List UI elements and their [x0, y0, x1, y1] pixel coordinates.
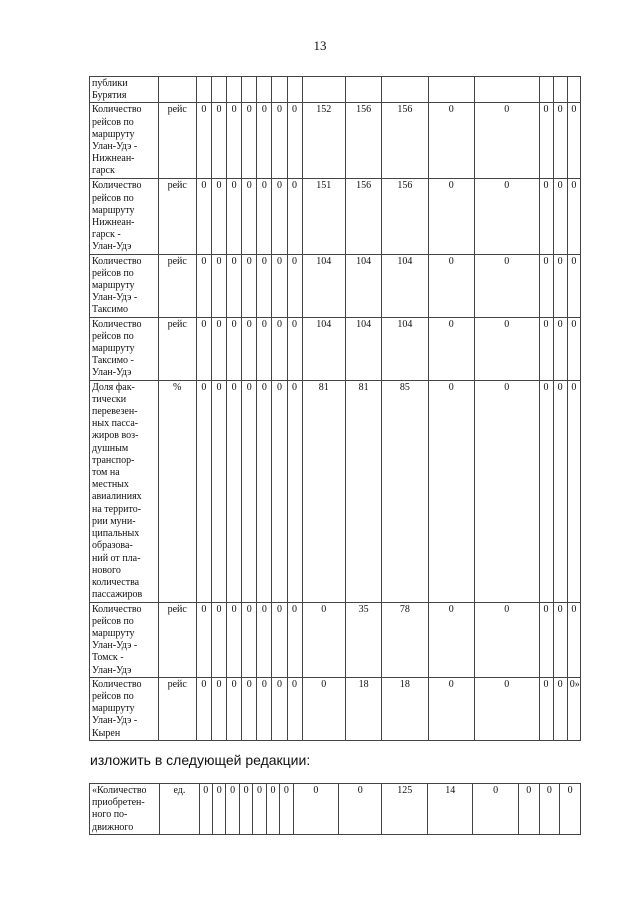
value-cell: 85 [382, 380, 428, 602]
value-cell: 0 [227, 254, 242, 317]
value-cell: 0 [474, 677, 539, 740]
value-cell: 0 [211, 380, 226, 602]
value-cell: 0 [428, 254, 474, 317]
value-cell: 0 [227, 179, 242, 254]
value-cell: 0 [257, 317, 272, 380]
value-cell: 0 [428, 103, 474, 179]
value-cell: 0 [539, 103, 553, 179]
row-label: «Количество приобретен- ного по- движного [90, 784, 160, 835]
table-row [90, 317, 581, 380]
value-cell: 0 [242, 254, 257, 317]
value-cell: 0 [196, 179, 211, 254]
value-cell: 0 [196, 103, 211, 179]
value-cell: 81 [302, 380, 345, 602]
value-cell: 0 [302, 602, 345, 677]
value-cell: 0 [211, 254, 226, 317]
value-cell: 0 [428, 317, 474, 380]
value-cell: 0 [272, 380, 287, 602]
value-cell: 0 [227, 380, 242, 602]
value-cell: 0 [474, 254, 539, 317]
row-label: Количество рейсов по маршруту Таксимо - Улан-Удэ [90, 317, 159, 380]
unit-cell: рейс [158, 103, 196, 179]
indicators-table-old [89, 76, 581, 741]
value-cell: 0 [211, 677, 226, 740]
value-cell: 0 [567, 103, 580, 179]
value-cell: 78 [382, 602, 428, 677]
value-cell: 0 [553, 677, 567, 740]
value-cell: 0 [560, 784, 581, 835]
value-cell: 0 [539, 677, 553, 740]
value-cell: 0 [474, 317, 539, 380]
table-row [90, 179, 581, 254]
row-label: Количество рейсов по маршруту Улан-Удэ - Кырен [90, 677, 159, 740]
value-cell: 0 [287, 254, 302, 317]
value-cell: 156 [345, 103, 381, 179]
value-cell: 0 [227, 677, 242, 740]
value-cell: 35 [345, 602, 381, 677]
value-cell: 104 [302, 254, 345, 317]
value-cell: 0 [242, 602, 257, 677]
value-cell: 0 [539, 179, 553, 254]
table-row [90, 784, 581, 835]
value-cell: 0 [199, 784, 212, 835]
value-cell: 0 [227, 602, 242, 677]
value-cell: 0 [227, 103, 242, 179]
value-cell: 156 [345, 179, 381, 254]
value-cell: 0 [473, 784, 518, 835]
amendment-phrase: изложить в следующей редакции: [90, 752, 311, 768]
value-cell: 14 [427, 784, 472, 835]
value-cell: 0 [302, 677, 345, 740]
value-cell: 0 [242, 380, 257, 602]
value-cell: 0 [553, 602, 567, 677]
value-cell: 0 [474, 380, 539, 602]
value-cell: 0 [196, 317, 211, 380]
value-cell: 0 [428, 677, 474, 740]
table-row [90, 380, 581, 602]
value-cell: 0 [287, 677, 302, 740]
unit-cell: рейс [158, 254, 196, 317]
row-label: Количество рейсов по маршруту Нижнеан- гарск - Улан-Удэ [90, 179, 159, 254]
value-cell: 0 [242, 677, 257, 740]
value-cell: 0 [474, 103, 539, 179]
value-cell: 0 [539, 254, 553, 317]
value-cell: 0 [257, 677, 272, 740]
value-cell: 0 [567, 317, 580, 380]
row-label: Доля фак- тически перевезен- ных пасса- жиров воз- душным транспор- том на местных авиалиниях на террито- рии муни- ципальных образова- ний от пла- нового количества пассажиров [90, 380, 159, 602]
unit-cell: рейс [158, 602, 196, 677]
value-cell: 0 [287, 179, 302, 254]
value-cell: 0 [196, 254, 211, 317]
value-cell: 0 [567, 179, 580, 254]
value-cell: 0 [428, 380, 474, 602]
value-cell: 0 [428, 179, 474, 254]
value-cell: 0 [539, 317, 553, 380]
value-cell: 18 [382, 677, 428, 740]
unit-cell: рейс [158, 179, 196, 254]
value-cell: 0 [553, 380, 567, 602]
value-cell: 0 [196, 677, 211, 740]
unit-cell: ед. [160, 784, 199, 835]
unit-cell: рейс [158, 677, 196, 740]
value-cell: 0 [518, 784, 539, 835]
value-cell: 0 [257, 254, 272, 317]
value-cell: 0 [239, 784, 252, 835]
value-cell: 0 [428, 602, 474, 677]
value-cell: 0 [242, 179, 257, 254]
value-cell: 0 [212, 784, 225, 835]
value-cell: 0 [287, 103, 302, 179]
value-cell: 0 [272, 254, 287, 317]
value-cell: 104 [345, 317, 381, 380]
value-cell: 0 [553, 179, 567, 254]
value-cell: 156 [382, 103, 428, 179]
row-label: Количество рейсов по маршруту Улан-Удэ - Томск - Улан-Удэ [90, 602, 159, 677]
value-cell: 104 [345, 254, 381, 317]
table-row [90, 602, 581, 677]
value-cell: 0 [539, 380, 553, 602]
value-cell: 0 [553, 317, 567, 380]
table-row [90, 77, 581, 103]
value-cell: 0 [257, 179, 272, 254]
page-number: 13 [313, 38, 327, 53]
value-cell: 0 [257, 602, 272, 677]
row-label: Количество рейсов по маршруту Улан-Удэ - Таксимо [90, 254, 159, 317]
value-cell: 0 [211, 317, 226, 380]
value-cell: 152 [302, 103, 345, 179]
value-cell: 0 [539, 784, 560, 835]
value-cell: 0 [280, 784, 293, 835]
value-cell: 0 [539, 602, 553, 677]
value-cell: 125 [382, 784, 427, 835]
value-cell: 104 [382, 254, 428, 317]
unit-cell: рейс [158, 317, 196, 380]
value-cell: 104 [302, 317, 345, 380]
value-cell: 0 [272, 677, 287, 740]
value-cell: 0 [196, 602, 211, 677]
value-cell: 0 [242, 317, 257, 380]
value-cell: 0 [272, 602, 287, 677]
value-cell: 0 [567, 254, 580, 317]
value-cell: 18 [345, 677, 381, 740]
value-cell: 0 [293, 784, 338, 835]
value-cell: 0 [266, 784, 279, 835]
value-cell: 0 [553, 254, 567, 317]
value-cell: 0 [211, 103, 226, 179]
value-cell: 0 [567, 380, 580, 602]
value-cell: 104 [382, 317, 428, 380]
value-cell: 0 [553, 103, 567, 179]
value-cell: 0 [474, 179, 539, 254]
value-cell: 0» [567, 677, 580, 740]
table-row [90, 103, 581, 179]
value-cell: 0 [287, 380, 302, 602]
row-label: публики Бурятия [90, 77, 159, 103]
value-cell: 156 [382, 179, 428, 254]
unit-cell: % [158, 380, 196, 602]
value-cell: 151 [302, 179, 345, 254]
value-cell: 81 [345, 380, 381, 602]
value-cell: 0 [257, 103, 272, 179]
value-cell: 0 [339, 784, 382, 835]
table-row [90, 254, 581, 317]
value-cell: 0 [211, 179, 226, 254]
value-cell: 0 [196, 380, 211, 602]
table-row [90, 677, 581, 740]
row-label: Количество рейсов по маршруту Улан-Удэ - Нижнеан- гарск [90, 103, 159, 179]
value-cell: 0 [272, 103, 287, 179]
value-cell: 0 [287, 602, 302, 677]
value-cell: 0 [242, 103, 257, 179]
value-cell: 0 [211, 602, 226, 677]
value-cell: 0 [287, 317, 302, 380]
value-cell: 0 [226, 784, 239, 835]
indicators-table-new [89, 783, 581, 835]
value-cell: 0 [567, 602, 580, 677]
value-cell: 0 [227, 317, 242, 380]
value-cell: 0 [474, 602, 539, 677]
value-cell: 0 [253, 784, 266, 835]
value-cell: 0 [257, 380, 272, 602]
value-cell: 0 [272, 317, 287, 380]
value-cell: 0 [272, 179, 287, 254]
